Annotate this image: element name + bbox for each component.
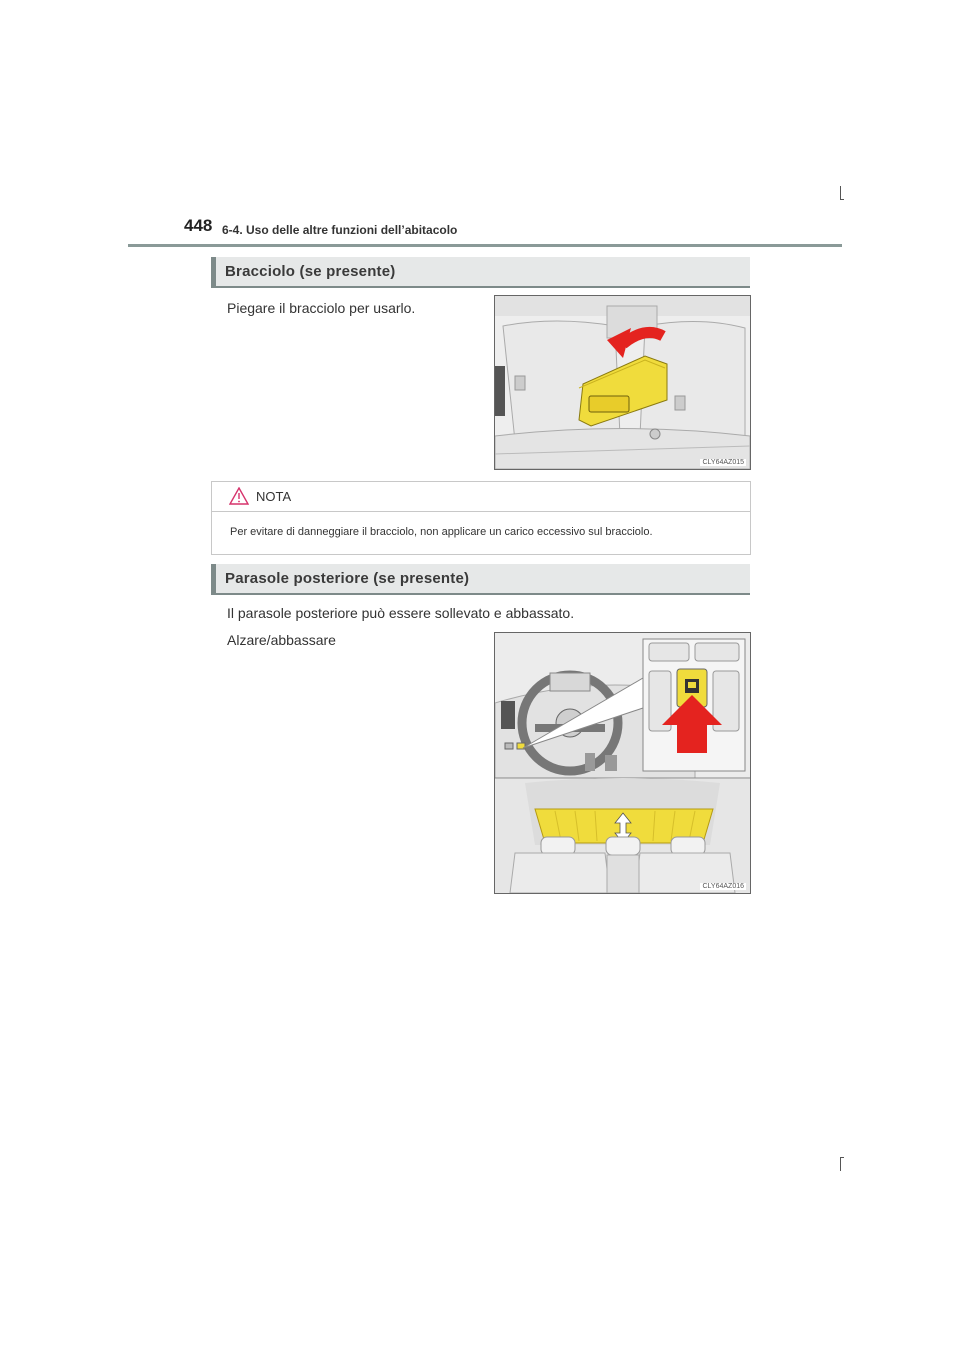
sunshade-illustration xyxy=(495,633,750,893)
sunshade-figure xyxy=(494,632,751,894)
note-title: NOTA xyxy=(256,489,292,504)
figure-code: CLY64AZ015 xyxy=(702,459,744,466)
sunshade-description: Il parasole posteriore può essere sollevato e abbassato. xyxy=(227,605,575,621)
section-accent xyxy=(211,564,216,595)
section-title: Parasole posteriore (se presente) xyxy=(225,570,470,587)
armrest-instruction: Piegare il bracciolo per usarlo. xyxy=(227,300,416,316)
note-box xyxy=(211,481,751,555)
warning-triangle-icon xyxy=(229,487,249,505)
figure-code: CLY64AZ016 xyxy=(702,883,744,890)
crop-mark-top xyxy=(840,186,841,200)
crop-mark-bottom xyxy=(840,1157,841,1171)
chapter-title: 6-4. Uso delle altre funzioni dell’abitacolo xyxy=(222,223,458,237)
sunshade-step-label: Alzare/abbassare xyxy=(227,632,336,648)
section-accent xyxy=(211,257,216,288)
section-heading-rear-sunshade xyxy=(211,564,750,595)
page-number: 448 xyxy=(184,216,213,235)
armrest-illustration xyxy=(495,296,750,469)
section-heading-armrest xyxy=(211,257,750,288)
armrest-figure xyxy=(494,295,751,470)
crop-mark-bottom-tick xyxy=(840,1157,844,1158)
header-rule xyxy=(128,244,842,247)
note-text: Per evitare di danneggiare il bracciolo, non applicare un carico eccessivo sul bracciolo. xyxy=(230,526,653,538)
crop-mark-top-tick xyxy=(840,199,844,200)
section-title: Bracciolo (se presente) xyxy=(225,263,396,280)
note-header xyxy=(212,482,750,512)
